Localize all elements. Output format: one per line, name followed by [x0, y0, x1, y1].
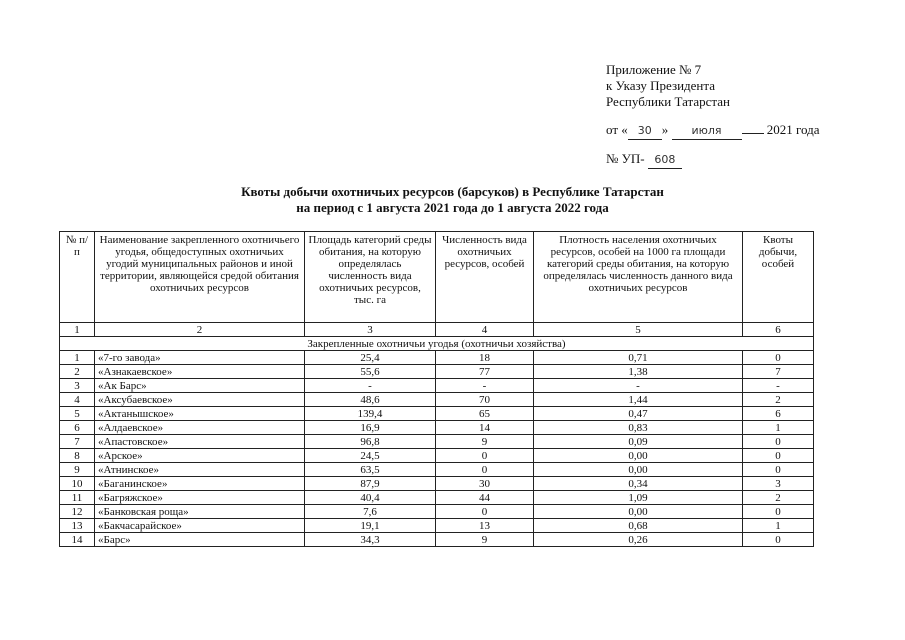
hunting-quota: 6: [743, 407, 814, 421]
header-cell: Плотность населения охотничьих ресурсов, особей на 1000 га площади категорий среды обитания, на которую определялась численность данного вида охотничьих ресурсов: [534, 232, 743, 323]
habitat-area: 16,9: [305, 421, 436, 435]
hunting-ground-name: «Баганинское»: [95, 477, 305, 491]
habitat-area: 139,4: [305, 407, 436, 421]
table-row: [60, 351, 814, 365]
population-density: 1,38: [534, 365, 743, 379]
hunting-ground-name: «Алдаевское»: [95, 421, 305, 435]
hunting-quota: 0: [743, 533, 814, 547]
hunting-ground-name: «Бакчасарайское»: [95, 519, 305, 533]
row-number: 10: [60, 477, 95, 491]
population-density: 1,09: [534, 491, 743, 505]
number-value: 608: [648, 152, 682, 169]
population-density: 0,83: [534, 421, 743, 435]
date-day: 30: [628, 123, 662, 140]
table-row: [60, 533, 814, 547]
population-density: 0,68: [534, 519, 743, 533]
hunting-ground-name: «Багряжское»: [95, 491, 305, 505]
population: 70: [436, 393, 534, 407]
population-density: 0,00: [534, 463, 743, 477]
habitat-area: 34,3: [305, 533, 436, 547]
column-number-row: [60, 323, 814, 337]
quota-table: [59, 231, 814, 547]
population: 44: [436, 491, 534, 505]
habitat-area: 63,5: [305, 463, 436, 477]
habitat-area: 48,6: [305, 393, 436, 407]
column-number: 1: [60, 323, 95, 337]
row-number: 8: [60, 449, 95, 463]
table-meta: [60, 323, 814, 351]
row-number: 11: [60, 491, 95, 505]
hunting-quota: 0: [743, 505, 814, 519]
habitat-area: 24,5: [305, 449, 436, 463]
habitat-area: 87,9: [305, 477, 436, 491]
population: 30: [436, 477, 534, 491]
row-number: 9: [60, 463, 95, 477]
title-line-1: Квоты добычи охотничьих ресурсов (барсуков) в Республике Татарстан: [241, 184, 664, 199]
hunting-quota: -: [743, 379, 814, 393]
table-row: [60, 365, 814, 379]
population-density: 0,09: [534, 435, 743, 449]
population: 9: [436, 435, 534, 449]
population: -: [436, 379, 534, 393]
appendix-line-3: Республики Татарстан: [606, 94, 730, 109]
date-mid: »: [661, 122, 669, 137]
table-row: [60, 407, 814, 421]
date-month: июля: [672, 123, 742, 140]
population-density: 1,44: [534, 393, 743, 407]
document-title: [0, 184, 905, 216]
table-header: [60, 232, 814, 323]
row-number: 14: [60, 533, 95, 547]
date-blank: [742, 133, 764, 134]
row-number: 12: [60, 505, 95, 519]
table-row: [60, 379, 814, 393]
population-density: 0,71: [534, 351, 743, 365]
date-prefix: от «: [606, 122, 628, 137]
population-density: 0,34: [534, 477, 743, 491]
row-number: 13: [60, 519, 95, 533]
population: 65: [436, 407, 534, 421]
table-row: [60, 393, 814, 407]
row-number: 3: [60, 379, 95, 393]
section-row: [60, 337, 814, 351]
row-number: 5: [60, 407, 95, 421]
number-prefix: № УП-: [606, 151, 645, 166]
appendix-block: [606, 62, 820, 169]
table-row: [60, 449, 814, 463]
habitat-area: 40,4: [305, 491, 436, 505]
appendix-line-2: к Указу Президента: [606, 78, 715, 93]
decree-date: [606, 122, 820, 140]
header-cell: № п/п: [60, 232, 95, 323]
habitat-area: 96,8: [305, 435, 436, 449]
population: 77: [436, 365, 534, 379]
hunting-quota: 0: [743, 435, 814, 449]
table-row: [60, 491, 814, 505]
hunting-quota: 0: [743, 449, 814, 463]
hunting-ground-name: «Актанышское»: [95, 407, 305, 421]
header-cell: Площадь категорий среды обитания, на которую определялась численность вида охотничьих ресурсов, тыс. га: [305, 232, 436, 323]
population: 14: [436, 421, 534, 435]
table-row: [60, 519, 814, 533]
table-body: [60, 351, 814, 547]
hunting-quota: 2: [743, 491, 814, 505]
column-number: 5: [534, 323, 743, 337]
date-year: 2021 года: [766, 122, 820, 137]
population-density: 0,26: [534, 533, 743, 547]
hunting-quota: 2: [743, 393, 814, 407]
population-density: 0,47: [534, 407, 743, 421]
habitat-area: 19,1: [305, 519, 436, 533]
hunting-ground-name: «Банковская роща»: [95, 505, 305, 519]
column-number: 3: [305, 323, 436, 337]
hunting-ground-name: «Атнинское»: [95, 463, 305, 477]
row-number: 6: [60, 421, 95, 435]
population-density: 0,00: [534, 505, 743, 519]
habitat-area: 25,4: [305, 351, 436, 365]
hunting-ground-name: «Азнакаевское»: [95, 365, 305, 379]
hunting-quota: 0: [743, 351, 814, 365]
population: 9: [436, 533, 534, 547]
hunting-quota: 7: [743, 365, 814, 379]
population-density: 0,00: [534, 449, 743, 463]
table-row: [60, 505, 814, 519]
row-number: 1: [60, 351, 95, 365]
appendix-line-1: Приложение № 7: [606, 62, 702, 77]
population: 18: [436, 351, 534, 365]
hunting-ground-name: «7-го завода»: [95, 351, 305, 365]
header-row: [60, 232, 814, 323]
row-number: 2: [60, 365, 95, 379]
population: 0: [436, 463, 534, 477]
row-number: 7: [60, 435, 95, 449]
decree-number: [606, 151, 820, 169]
hunting-ground-name: «Апастовское»: [95, 435, 305, 449]
population: 13: [436, 519, 534, 533]
table-row: [60, 463, 814, 477]
header-cell: Численность вида охотничьих ресурсов, особей: [436, 232, 534, 323]
section-title: Закрепленные охотничьи угодья (охотничьи хозяйства): [60, 337, 814, 351]
habitat-area: 55,6: [305, 365, 436, 379]
header-cell: Квоты добычи, особей: [743, 232, 814, 323]
table-row: [60, 435, 814, 449]
hunting-quota: 3: [743, 477, 814, 491]
hunting-ground-name: «Барс»: [95, 533, 305, 547]
hunting-ground-name: «Арское»: [95, 449, 305, 463]
hunting-quota: 1: [743, 519, 814, 533]
population-density: -: [534, 379, 743, 393]
title-line-2: на период с 1 августа 2021 года до 1 августа 2022 года: [296, 200, 609, 215]
column-number: 2: [95, 323, 305, 337]
table-row: [60, 421, 814, 435]
table-row: [60, 477, 814, 491]
hunting-ground-name: «Аксубаевское»: [95, 393, 305, 407]
population: 0: [436, 505, 534, 519]
population: 0: [436, 449, 534, 463]
row-number: 4: [60, 393, 95, 407]
column-number: 4: [436, 323, 534, 337]
hunting-ground-name: «Ак Барс»: [95, 379, 305, 393]
habitat-area: 7,6: [305, 505, 436, 519]
hunting-quota: 0: [743, 463, 814, 477]
hunting-quota: 1: [743, 421, 814, 435]
column-number: 6: [743, 323, 814, 337]
habitat-area: -: [305, 379, 436, 393]
header-cell: Наименование закрепленного охотничьего угодья, общедоступных охотничьих угодий муниципальных районов и иной территории, являющейся средой обитания охотничьих ресурсов: [95, 232, 305, 323]
